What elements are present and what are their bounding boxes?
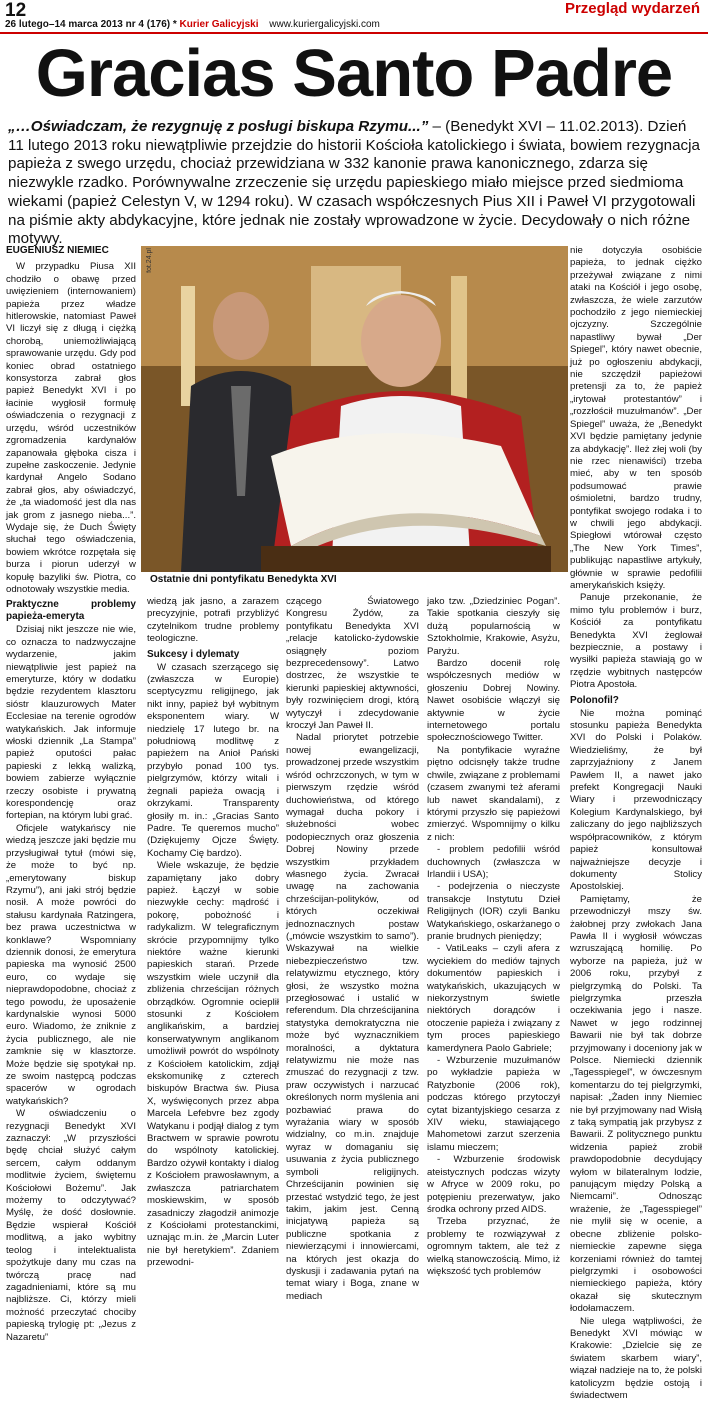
paragraph: Nie można pominąć stosunku papieża Benedykta XVI do Polski i Polaków. Wiedzieliśmy, że był zaprzyjaźniony z Janem Pawłem II, a nawet jako prefekt Kongregacji Nauki Wiary i przewodniczący Kolegium Kardynalskiego, był zaliczany do jego najbliższych współpracowników, z którym papież konsultował najważniejsze decyzje i dokumenty Stolicy Apostolskiej.: [570, 707, 702, 893]
lead-quote: „…Oświadczam, że rezygnuję z posługi biskupa Rzymu...”: [8, 118, 429, 135]
article-lead: [8, 118, 700, 249]
paragraph: W czasach szerzącego się (zwłaszcza w Europie) sceptycyzmu religijnego, jak nikt inny, papież był wybitnym eksponentem wiary. W niedzielę 17 lutego br. na południową modlitwę z papieżem na Anioł Pański przybyło ponad 100 tys. pielgrzymów, którzy witali i żegnali papieża owacją i okrzykami. Transparenty głosiły m. in.: „Gracias Santo Padre. Te queremos mucho” (Dziękujemy Ojcze Święty. Kochamy Cię bardzo).: [147, 661, 279, 859]
paragraph: nie dotyczyła osobiście papieża, to jednak ciężko przeżywał związane z nimi ataki na Kościół i jego osobę, zwłaszcza, że wiele zarzutów pochodziło z jego niemieckiej ojczyzny. Szczególnie napastliwy bywał „Der Spiegel”, który nawet obecnie, już po ogłoszeniu abdykacji, nie szczędził papieżowi pretensji za to, że papież „irytował protestantów” i „rozzłościł muzułmanów”. „Der Spiegel” uważa, że „Benedykt XVI będzie pamiętany jedynie za abdykację”. Ileż złej woli (by nie rzec nienawiści) trzeba mieć, aby w ten sposób podsumować prawie ośmioletni, bardzo trudny, pontyfikat swojego rodaka i to w chwili jego abdykacji. Spiegłowi wtórował często „The New York Times”, publikując napastliwe artykuły, głównie w sprawie pedofilii amerykańskich księży.: [570, 245, 702, 591]
paragraph: Panuje przekonanie, że mimo tylu problemów i burz, Kościół za pontyfikatu Benedykta XVI żeglował bezpiecznie, a postawy i wysiłki papieża stawiają go w rzędzie wybitnych następców Piotra Apostoła.: [570, 592, 702, 691]
paragraph: - Wzburzenie muzułmanów po wykładzie papieża w Ratyzbonie (2006 rok), podczas którego przytoczył cytat bizantyjskiego cesarza z XIV wieku, stawiającego Mahometowi zarzut szerzenia islamu mieczem;: [427, 1055, 560, 1153]
paragraph: - podejrzenia o nieczyste transakcje Instytutu Dzieł Religijnych (IOR) czyli Banku Watykańskiego, oskarżanego o pranie brudnych pieniędzy;: [427, 881, 560, 942]
subheading: Sukcesy i dylematy: [147, 648, 240, 660]
article-photo: [141, 246, 568, 572]
lead-text: Dzień 11 lutego 2013 roku niewątpliwie przejdzie do historii Kościoła katolickiego i świata, bowiem rezygnacja papieża z swego urzędu, chociaż przewidziana w 332 kanonie prawa kanonicznego, zdarza się niezwykle rzadko. Porównywalne zrzeczenie się urzędu papieskiego miało miejsce przed siedmioma wiekami (papież Celestyn V, w 1294 roku). W czasach współczesnych Pius XII i Paweł VI przygotowali na piśmie akty abdykacyjne, które jednak nie zostały wprowadzone w życie. Decydowały o nich różne motywy.: [8, 118, 700, 248]
paragraph: Na pontyfikacie wyraźne piętno odcisnęły także trudne chwile, związane z problemami (czasem zwanymi też aferami lub nawet skandalami), z którymi przyszło się papieżowi zmierzyć. Wspomnijmy o kilku z nich:: [427, 744, 560, 843]
paragraph: czącego Światowego Kongresu Żydów, za pontyfikatu Benedykta XVI „relacje katolicko-żydowskie osiągnęły poziom bezprecedensowy”. Latwo dostrzec, że wszystkie te kierunki papieskiej aktywności, były rozwinięciem drogi, którą wytyczył i zdecydowanie kroczył Jan Paweł II.: [286, 596, 419, 732]
paragraph: - Wzburzenie środowisk ateistycznych podczas wizyty w Afryce w 2009 roku, po potępieniu prezerwatyw, jako środka ochrony przed AIDS.: [427, 1154, 560, 1215]
subheading: Praktyczne problemy papieża-emeryta: [6, 599, 136, 623]
column-5: [570, 245, 702, 1401]
page-number: 12: [5, 0, 27, 21]
paragraph: Wiele wskazuje, że będzie zapamiętany jako dobry papież. Łączył w sobie niezwykłe cechy: mądrość i pokorę, pobożność i radykalizm. W telegraficznym skrócie przypomnijmy tylko niektóre ważne kierunki papieskich starań. Przede wszystkim wiele uczynił dla zbliżenia chrześcijan różnych obrządków. Ogromnie ocieplił stosunki z Kościołem anglikańskim, a bardziej konserwatywnym anglikanom umożliwił powrót do wspólnoty z Kościołem katolickim, zdjął ekskomunikę z czterech biskupów Bractwa św. Piusa X, wyświęconych przez abpa Marcela Lefebvre bez zgody Watykanu i podjął dialog z tym Bractwem w sprawie powrotu do wspólnoty katolickiej. Bardzo ożywił kontakty i dialog z Kościołem prawosławnym, a zwłaszcza patriarchatem moskiewskim, w sposób zasadniczy złagodził animozje z Kościołami protestanckimi, uznając m.in. że „Marcin Luter nie był heretykiem”. Zdaniem przewodni-: [147, 860, 279, 1269]
paper-name: Kurier Galicyjski: [179, 19, 259, 30]
column-1: [6, 245, 136, 1343]
header-rule: [0, 32, 708, 34]
paper-url[interactable]: www.kuriergalicyjski.com: [269, 19, 380, 30]
article-title: Gracias Santo Padre: [35, 36, 673, 111]
photo-credit: fot.24.pl: [146, 248, 153, 273]
paragraph: - VatiLeaks – czyli afera z wyciekiem do mediów tajnych dokumentów papieskich i watykańskich, ukazujących w niekorzystnym świetle niektórych dorадców i otoczenie papieża i związany z tym proces papieskiego kamerdynera Paolo Gabriele;: [427, 943, 560, 1054]
paragraph: W przypadku Piusa XII chodziło o obawę przed uwięzieniem (internowaniem) papieża przez władze hitlerowskie, natomiast Paweł VI liczył się z długą i ciężką chorobą, uniemożliwiającą sprawowanie urzędu. Gdy pod koniec obrad ostatniego konsystorza zabrał głos papież Benedykt XVI i po łacinie wygłosił formułę oświadczenia o rezygnacji z urzędu, wśród uczestników zgromadzenia kardynałów zapanowała głęboka cisza i zupełne zaskoczenie. Jedynie kardynał Angelo Sodano zabrał głos, aby oświadczyć, że „ta wiadomość jest dla nas jak grom z jasnego nieba...”. Wydaje się, że Duch Święty słuchał tego oświadczenia, bowiem wkrótce rozpętała się burza i piorun uderzył w kopułę bazyliki św. Piotra, co odnotowały wszystkie media.: [6, 261, 136, 595]
paragraph: wiedzą jak jasno, a zarazem precyzyjnie, potrafi przybliżyć czytelnikom trudne problemy teologiczne.: [147, 596, 279, 645]
paragraph: jako tzw. „Dziedziniec Pogan”. Takie spotkania cieszyły się dużą popularnością w Sztokholmie, Krakowie, Asyżu, Paryżu.: [427, 596, 560, 657]
issue-info: 26 lutego–14 marca 2013 nr 4 (176) *: [5, 19, 177, 30]
paragraph: Oficjele watykańscy nie wiedzą jeszcze jaki będzie mu przysługiwał tytuł (mówi się, że może to być np. „emerytowany biskup Rzymu”), ani jaki strój będzie nosił. A może powróci do stałusu kardynała Ratzingera, bez prawa uczestnictwa w konklawe? Wspomniany dziennik donosi, że emerytura papieska ma wynosić 2500 euro, co wydaje się nieprawdopodobne, chociaż z tego powodu, że uposażenie kardynalskie wynosi 5000 euro. Wiadomo, że zniknie z życia publicznego, ale nie zamknie się w klasztorze. Może będzie się spotykał np. ze swoim następcą podczas spacerów w ogrodach watykańskich?: [6, 822, 136, 1107]
page-header: [0, 0, 708, 32]
paragraph: W oświadczeniu o rezygnacji Benedykt XVI zaznaczył: „W przyszłości będę chciał służyć całym sercem, całym oddanym modlitwie życiem, świętemu Kościołowi Bożemu”. Jak możemy to odczytywać? Myślę, że dość dosłownie. Będzie wspierał Kościół modlitwą, a jako wybitny teolog i intelektualista spożytkuje dany mu czas na twórczą pracę nad zagadnieniami, które są mu najbliższe. Ci, którzy mieli możność przeczytać chociby papieską trylogię pt: „Jezus z Nazaretu”: [6, 1108, 136, 1343]
paragraph: Nie ulega wątpliwości, że Benedykt XVI mówiąc w Krakowie: „Dzielcie się ze światem skarbem wiary”, wiązał nadzieje na to, że polski katolicyzm będzie ostoją i świadectwem: [570, 1315, 702, 1401]
issue-line: [5, 19, 380, 30]
column-4: [427, 596, 560, 1277]
column-3: [286, 596, 419, 1302]
paragraph: Bardzo docenił rolę współczesnych mediów w głoszeniu Dobrej Nowiny. Nawet osobiście włączył się aktywnie w życie internetowego portalu społecznościowego Twitter.: [427, 658, 560, 744]
paragraph: Pamiętamy, że przewodniczył mszy św. żałobnej przy zwłokach Jana Pawła II i wygłosił wówczas wzruszającą homilię. Po wyborze na papieża, już w 2006 roku, przybył z pielgrzymką do Polski. Ta pielgrzymka przeszła oczekiwania jego i nasze. Nawet w jego rodzinnej Bawarii nie był tak dobrze przyjmowany i doceniony jak w Polsce. Niemiecki dziennik „Tagesspiegel”, w ówczesnym komentarzu do tej pielgrzymki, napisał: „Żaden inny Niemiec nie był przyjmowany nad Wisłą z taką sympatią jak przybysz z Bawarii. Z politycznego punktu widzenia papież zrobił prawdopodobnie decydujący wyłom w bilateralnym lodzie, panującym między Polską a Niemcami”. Odnosząc wrażenie, że „Tagesspiegel” nie mylił się w ocenie, a obecne zbliżenie polsko-niemieckie zapewne sięga korzeniami również do tamtej pielgrzymki i osobowości niemieckiego papieża, który okazał się skutecznym łodołamaczem.: [570, 893, 702, 1315]
paragraph: Nadal priorytet potrzebie nowej ewangelizacji, prowadzonej przede wszystkim wśród ochrzczonych, w tym w pierwszym rzędzie wśród duchowieństwa, od którego wymagał ducha pokory i służebności wobec podopiecznych oraz głoszenia Dobrej Nowiny przede wszystkim przykładem własnego życia. Zwracał uwagę na zachowania chrześcijan-polityków, od których oczekiwał jednoznacznych postaw („mówcie wszystkim to samo”). Wskazywał na wielkie niebezpieczeństwo tzw. relatywizmu etycznego, który głosi, że wszystko można przegłosować i ustalić w referendum. Dla chrześcijanina statystyka demokratyczna nie może być wyznacznikiem moralności, a dyktatura relatywizmu nie może nas zmuszać do rezygnacji z tzw. praw oczywistych i narzucać określonych norm myślenia ani pozbawiać prawa do wyrażania wiary w sposób widzialny, co m.in. znajduje wyraz w domaganiu się usuwania z życia publicznego symboli religijnych. Chrześcijanin powinien się przestać wstydzić tego, że jest takim, jakim jest. Cenną inicjatywą papieża są publiczne spotkania z niewierzącymi i innowiercami, na których jest okazja do dyskusji i zadawania pytań na temat wiary i Boga, znane w mediach: [286, 732, 419, 1302]
photo-caption: Ostatnie dni pontyfikatu Benedykta XVI: [150, 574, 337, 585]
paragraph: Trzeba przyznać, że problemy te rozwiązywał z ogromnym taktem, ale też z wielką stanowczością. Mimo, iż większość tych problemów: [427, 1216, 560, 1277]
lead-attribution: – (Benedykt XVI – 11.02.2013).: [428, 118, 644, 135]
paragraph: Dzisiaj nikt jeszcze nie wie, co oznacza to nadzwyczajne wydarzenie, jakim niewątpliwie jest papież na emeryturze, który w dodatku będzie rezydentem klasztoru sióstr klauzurowych Mater Ecclesiae na terenie ogrodów watykańskich. Jak informuje włoski dziennik „La Stampa” papież oputości pałac papieski z lekką walizką, bowiem zabierze wyłącznie rzeczy osobiste i prywatną korespondencję oraz fortepian, na którym lubi grać.: [6, 624, 136, 822]
section-title: Przegląd wydarzeń: [564, 0, 700, 17]
author-name: EUGENIUSZ NIEMIEC: [6, 245, 109, 256]
column-2: [147, 596, 279, 1269]
photo-illustration: [141, 246, 568, 572]
subheading: Polonofil?: [570, 694, 619, 706]
paragraph: - problem pedofilii wśród duchownych (zwłaszcza w Irlandii i USA);: [427, 844, 560, 880]
